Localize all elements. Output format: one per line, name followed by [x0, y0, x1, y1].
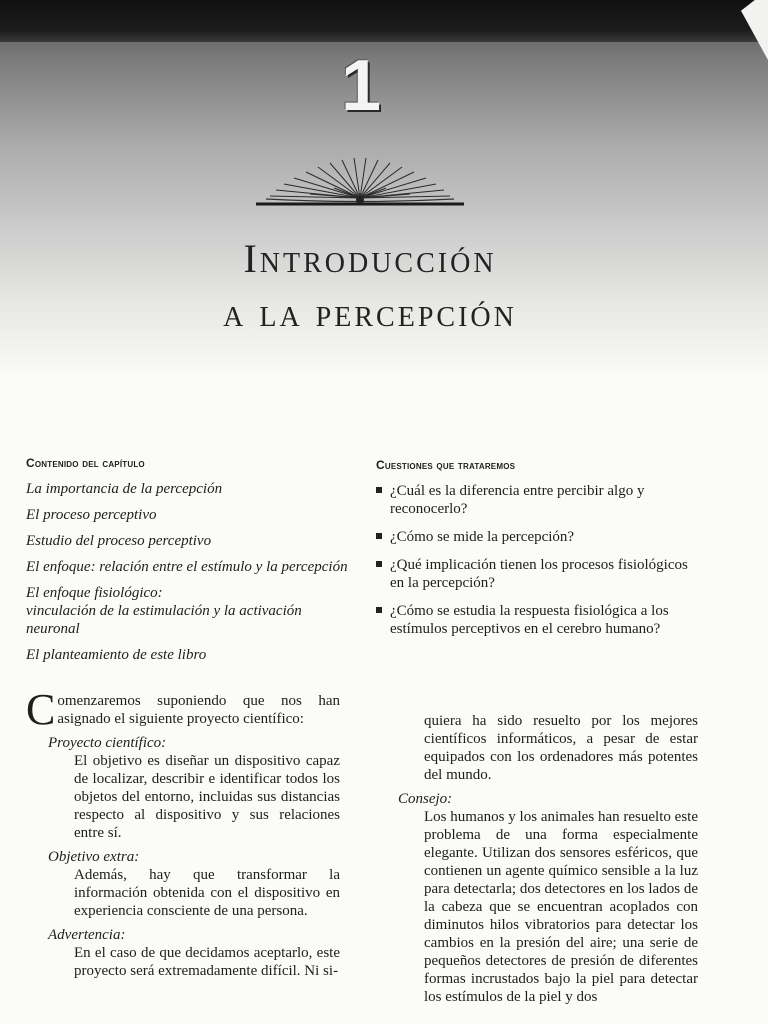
question-text: ¿Cuál es la diferencia entre percibir algo y reconocerlo?: [390, 483, 645, 517]
question-item: [376, 482, 702, 518]
extra-objective-text: Además, hay que transformar la información obtenida con el dispositivo en experiencia consciente de una persona.: [74, 867, 340, 919]
square-bullet-icon: [376, 533, 382, 539]
body-right-column: [398, 712, 698, 1006]
contents-item: El enfoque: relación entre el estímulo y la percepción: [26, 559, 348, 575]
intro-paragraph: [26, 685, 340, 734]
warning-label: Advertencia:: [48, 927, 126, 943]
chapter-title: [140, 232, 600, 340]
chapter-questions: [376, 458, 702, 648]
questions-heading: Cuestiones que trataremos: [376, 458, 516, 472]
advice-text: Los humanos y los animales han resuelto este problema de una forma especialmente elegante. Utilizan dos sensores esféricos, que contienen un agente químico sensible a la luz para detectarla; dos detectores en los lados de la cabeza que se encuentran acoplados con diminutos hilos vibratorios para detectar los cambios en la presión del aire; una serie de pequeños detectores de presión de diferentes formas incrustados bajo la piel para detectar los estímulos de la piel y dos: [424, 809, 698, 1005]
extra-objective-label: Objetivo extra:: [48, 849, 140, 865]
header-dark-bar: [0, 0, 768, 42]
body-left-column: [26, 685, 340, 980]
contents-item: El enfoque fisiológico: vinculación de la estimulación y la activación neuronal: [26, 585, 302, 637]
question-item: [376, 602, 702, 638]
chapter-header-band: [0, 0, 768, 380]
question-item: [376, 556, 702, 592]
chapter-contents: [26, 456, 356, 672]
contents-item: El planteamiento de este libro: [26, 647, 207, 663]
contents-item: La importancia de la percepción: [26, 481, 223, 497]
intro-text: omenzaremos suponiendo que nos han asignado el siguiente proyecto científico:: [57, 693, 340, 727]
question-text: ¿Cómo se mide la percepción?: [390, 529, 575, 545]
square-bullet-icon: [376, 561, 382, 567]
chapter-title-line-2: a la percepción: [223, 290, 517, 335]
question-text: ¿Cómo se estudia la respuesta fisiológica a los estímulos perceptivos en el cerebro humano?: [390, 603, 669, 637]
square-bullet-icon: [376, 487, 382, 493]
project-text: El objetivo es diseñar un dispositivo capaz de localizar, describir e identificar todos los objetos del entorno, incluidas sus distancias respecto al dispositivo y sus relaciones entre sí.: [74, 753, 340, 841]
project-label: Proyecto científico:: [48, 735, 167, 751]
questions-list: [376, 482, 702, 638]
warning-continuation-text: quiera ha sido resuelto por los mejores científicos informáticos, a pesar de estar equipados con los ordenadores más potentes del mundo.: [424, 713, 698, 783]
chapter-title-line-1: Introducción: [243, 236, 497, 281]
question-item: [376, 528, 702, 546]
warning-text: En el caso de que decidamos aceptarlo, este proyecto será extremadamente difícil. Ni si-: [74, 945, 340, 979]
question-text: ¿Qué implicación tienen los procesos fisiológicos en la percepción?: [390, 557, 688, 591]
drop-cap: C: [26, 685, 56, 734]
advice-label: Consejo:: [398, 791, 453, 807]
contents-item: Estudio del proceso perceptivo: [26, 533, 212, 549]
square-bullet-icon: [376, 607, 382, 613]
contents-heading: Contenido del capítulo: [26, 456, 145, 470]
open-book-icon: [250, 150, 470, 220]
chapter-number: 1: [340, 46, 382, 126]
contents-item: El proceso perceptivo: [26, 507, 157, 523]
